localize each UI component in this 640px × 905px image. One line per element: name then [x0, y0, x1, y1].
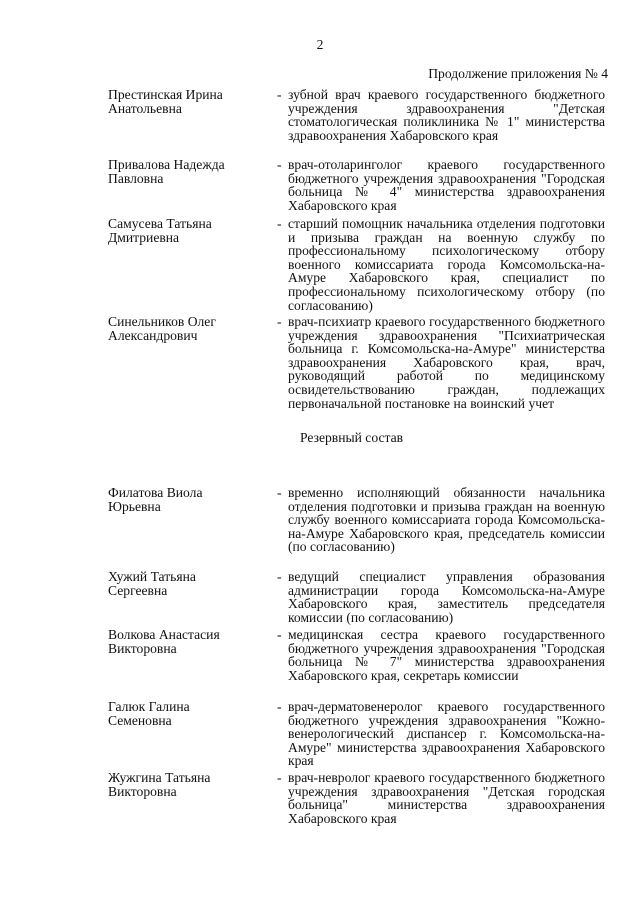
member-patronymic: Дмитриевна [108, 229, 180, 245]
member-position: зубной врач краевого государственного бюджетного учреждения здравоохранения "Детская стоматологическая поликлиника № 1" министерства здравоохранения Хабаровского края [288, 87, 605, 143]
member-position: временно исполняющий обязанности начальника отделения подготовки и призыва граждан на военную службу военного комиссариата города Комсомольска-на-Амуре Хабаровского края, председатель комиссии (по согласованию) [288, 485, 605, 555]
separator-dash: - [277, 699, 282, 714]
member-surname-firstname: Жужгина Татьяна [108, 770, 211, 785]
separator-dash: - [277, 87, 282, 102]
member-patronymic: Викторовна [108, 640, 177, 656]
member-patronymic: Павловна [108, 170, 164, 186]
member-surname-firstname: Галюк Галина [108, 699, 190, 714]
separator-dash: - [277, 314, 282, 329]
member-name [108, 217, 268, 244]
member-position: врач-невролог краевого государственного бюджетного учреждения здравоохранения "Детская городская больница" министерства здравоохранения Хабаровского края [288, 770, 605, 826]
member-position: старший помощник начальника отделения подготовки и призыва граждан на военную службу по профессиональному психологическому отбору военного комиссариата города Комсомольска-на-Амуре Хабаровского края, специалист по профессиональному психологическому отбору (по согласованию) [288, 216, 605, 313]
member-patronymic: Сергеевна [108, 582, 168, 598]
member-name [108, 570, 268, 597]
member-surname-firstname: Хужий Татьяна [108, 569, 196, 584]
member-patronymic: Александрович [108, 327, 198, 343]
member-surname-firstname: Самусева Татьяна [108, 216, 212, 231]
member-position: медицинская сестра краевого государственного бюджетного учреждения здравоохранения "Городская больница № 7" министерства здравоохранения Хабаровского края, секретарь комиссии [288, 627, 605, 683]
separator-dash: - [277, 216, 282, 231]
member-position: врач-психиатр краевого государственного бюджетного учреждения здравоохранения "Психиатрическая больница г. Комсомольска-на-Амуре" министерства здравоохранения Хабаровского края, врач, руководящий работой по медицинскому освидетельствованию граждан, подлежащих первоначальной постановке на воинский учет [288, 314, 605, 411]
member-surname-firstname: Синельников Олег [108, 314, 216, 329]
member-patronymic: Анатольевна [108, 100, 182, 116]
member-name [108, 315, 268, 342]
member-surname-firstname: Престинская Ирина [108, 87, 223, 102]
member-name [108, 88, 268, 115]
page-number: 2 [316, 37, 324, 52]
member-surname-firstname: Волкова Анастасия [108, 627, 220, 642]
member-position: врач-отоларинголог краевого государственного бюджетного учреждения здравоохранения "Городская больница № 4" министерства здравоохранения Хабаровского края [288, 157, 605, 213]
section-heading-reserve: Резервный состав [300, 430, 404, 445]
member-surname-firstname: Привалова Надежда [108, 157, 225, 172]
member-surname-firstname: Филатова Виола [108, 485, 203, 500]
member-name [108, 628, 268, 655]
separator-dash: - [277, 627, 282, 642]
member-name [108, 700, 268, 727]
appendix-note: Продолжение приложения № 4 [428, 66, 608, 81]
member-patronymic: Юрьевна [108, 498, 161, 514]
member-name [108, 158, 268, 185]
separator-dash: - [277, 770, 282, 785]
member-patronymic: Викторовна [108, 783, 177, 799]
member-name [108, 771, 268, 798]
member-position: ведущий специалист управления образования администрации города Комсомольска-на-Амуре Хабаровского края, заместитель председателя комиссии (по согласованию) [288, 569, 605, 625]
separator-dash: - [277, 485, 282, 500]
separator-dash: - [277, 157, 282, 172]
member-name [108, 486, 268, 513]
member-patronymic: Семеновна [108, 712, 172, 728]
member-position: врач-дерматовенеролог краевого государственного бюджетного учреждения здравоохранения "Кожно-венерологический диспансер г. Комсомольска-на-Амуре" министерства здравоохранения Хабаровского края [288, 699, 605, 769]
separator-dash: - [277, 569, 282, 584]
